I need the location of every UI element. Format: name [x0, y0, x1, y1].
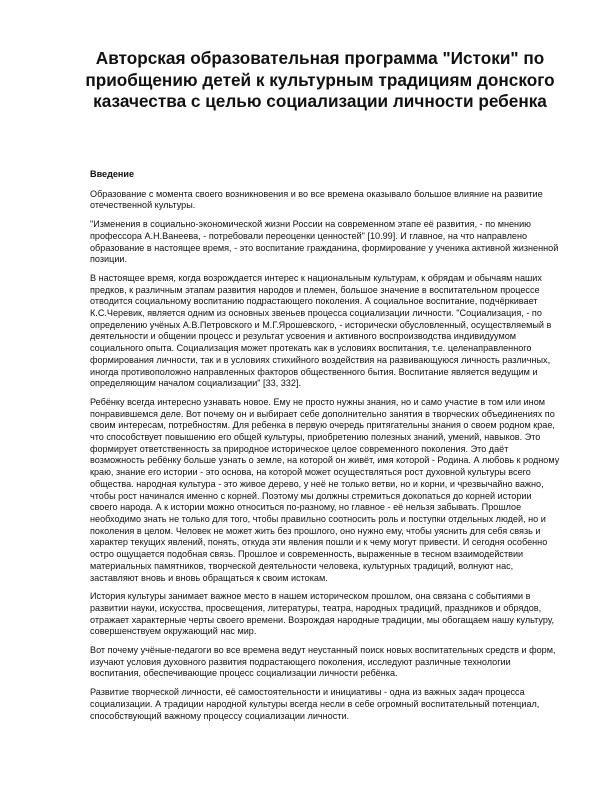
- document-title: Авторская образовательная программа "Истоки" по приобщению детей к культурным традициям донского казачества с целью социализации личности ребенка: [85, 48, 555, 111]
- document-body: [90, 169, 560, 729]
- paragraph-1: Образование с момента своего возникновения и во все времена оказывало большое влияние на развитие отечественной культуры.: [90, 188, 543, 211]
- section-heading: Введение: [90, 169, 135, 179]
- paragraph-2: "Изменения в социально-экономической жизни России на современном этапе её развития, - по мнению профессора А.Н.Ванеева, - потребовали переоценки ценностей" [10.99]. И главное, на что направлено образование в настоящее время, - это воспитание гражданина, формирование у ученика активной жизненной позиции.: [90, 219, 559, 265]
- paragraph-6: Вот почему учёные-педагоги во все времена ведут неустанный поиск новых воспитательных средств и форм, изучают условия духовного развития подрастающего поколения, исследуют различные технологии воспитания, обеспечивающие процесс социализации личности ребёнка.: [90, 645, 556, 679]
- paragraph-7: Развитие творческой личности, её самостоятельности и инициативы - одна из важных задач процесса социализации. А традиции народной культуры всегда несли в себе огромный воспитательный потенциал, способствующий важному процессу социализации личности.: [90, 687, 540, 721]
- paragraph-5: История культуры занимает важное место в нашем историческом прошлом, она связана с событиями в развитии науки, искусства, просвещения, литературы, театра, народных традиций, праздников и обрядов, отражает характерные черты своего времени. Возрождая народные традиции, мы обогащаем нашу культуру, совершенствуем окружающий нас мир.: [90, 591, 554, 637]
- paragraph-4: Ребёнку всегда интересно узнавать новое. Ему не просто нужны знания, но и само участие в том или ином понравившемся деле. Вот почему он и выбирает себе дополнительно занятия в творческих объединениях по своим интересам, потребностям. Для ребенка в первую очередь притягательны знания о своем родном крае, что способствует повышению его общей культуры, приобретению полезных знаний, умений, навыков. Это формирует ответственность за природное историческое целое современного поколения. Это даёт возможность ребёнку больше узнать о земле, на которой он живёт, имя которой - Родина. А любовь к родному краю, знание его истории - это основа, на которой может осуществляться рост духовной культуры всего общества. народная культура - это живое дерево, у неё не только ветви, но и корни, и чрезвычайно важно, чтобы рост начинался именно с корней. Поэтому мы должны стремиться докопаться до корней истории своего народа. А к истории можно относиться по-разному, но главное - её нельзя забывать. Прошлое необходимо знать не только для того, чтобы правильно соотносить роль и поступки отдельных людей, но и поколения в целом. Человек не может жить без прошлого, оно нужно ему, чтобы уяснить для себя связь и характер текущих явлений, понять, откуда эти явления пошли и к чему могут привести. И сегодня особенно остро ощущается подобная связь. Прошлое и современность, выраженные в тесном взаимодействии материальных памятников, творческой деятельности человека, культурных традиций, волнуют нас, заставляют вновь и вновь обращаться к своим истокам.: [90, 396, 560, 583]
- paragraph-3: В настоящее время, когда возрождается интерес к национальным культурам, к обрядам и обычаям наших предков, к различным этапам развития народов и племен, большое значение в воспитательном процессе отводится социальному воспитанию подрастающего поколения. А социальное воспитание, подчёркивает К.С.Черевик, является одним из основных звеньев процесса социализации личности. "Социализация, - по определению учёных А.В.Петровского и М.Г.Ярошевского, - исторически обусловленный, осуществляемый в деятельности и общении процесс и результат усвоения и активного воспроизводства индивидуумом социального опыта. Социализация может протекать как в условиях воспитания, т.е. целенаправленного формирования личности, так и в условиях стихийного воздействия на развивающуюся личность различных, иногда противоположно направленных факторов общественного бытия. Воспитание является ведущим и определяющим началом социализации" [33, 332].: [90, 272, 552, 389]
